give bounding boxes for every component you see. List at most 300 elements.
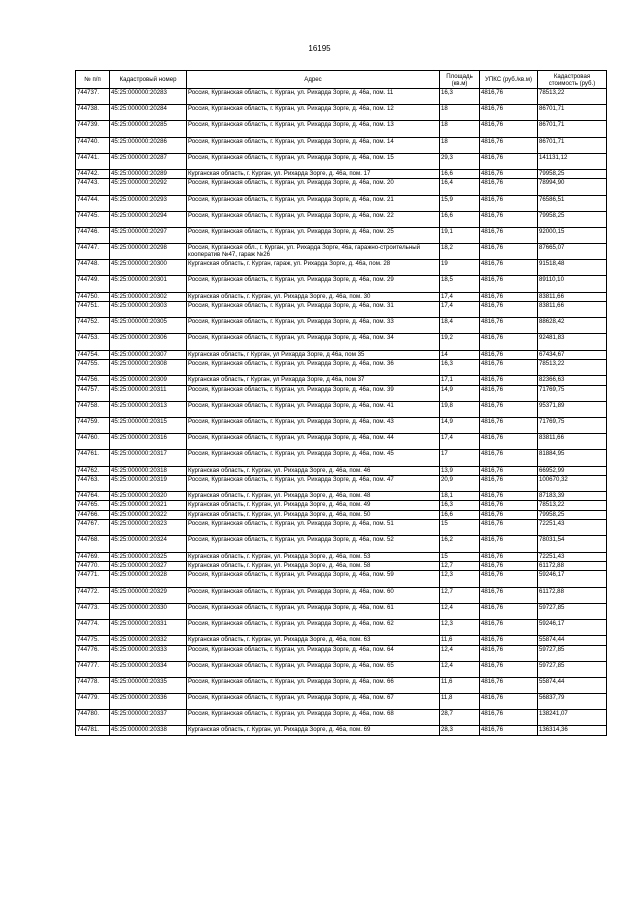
- cadastral-number-cell: 45:25:000000:20333: [110, 645, 187, 661]
- table-row: [76, 417, 607, 433]
- cadastral-number-cell: 45:25:000000:20301: [110, 276, 187, 292]
- cadastral-number-cell: 45:25:000000:20337: [110, 710, 187, 726]
- area-cell: 12,4: [440, 661, 480, 677]
- row-number-cell: 744757.: [76, 385, 110, 401]
- row-number-cell: 744745.: [76, 211, 110, 227]
- area-cell: 20,9: [440, 475, 480, 491]
- row-number-cell: 744756.: [76, 376, 110, 385]
- address-cell: Россия, Курганская область, г. Курган, ул. Рихарда Зорге, д. 46а, пом. 59: [187, 571, 440, 587]
- table-row: [76, 260, 607, 276]
- address-cell: Россия, Курганская область, г. Курган, ул. Рихарда Зорге, д. 46а, пом. 43: [187, 417, 440, 433]
- cadastral-number-cell: 45:25:000000:20335: [110, 677, 187, 693]
- upks-cell: 4816,76: [480, 475, 538, 491]
- cadastral-cost-cell: 83811,66: [538, 292, 607, 301]
- row-number-cell: 744751.: [76, 302, 110, 318]
- page-number: 16195: [308, 44, 331, 53]
- row-number-cell: 744777.: [76, 661, 110, 677]
- cadastral-cost-cell: 78513,22: [538, 359, 607, 375]
- cadastral-cost-cell: 87665,07: [538, 244, 607, 260]
- upks-cell: 4816,76: [480, 466, 538, 475]
- upks-cell: 4816,76: [480, 89, 538, 105]
- table-row: [76, 195, 607, 211]
- table-row: [76, 276, 607, 292]
- cadastral-cost-cell: 72251,43: [538, 520, 607, 536]
- area-cell: 17,4: [440, 292, 480, 301]
- row-number-cell: 744769.: [76, 552, 110, 561]
- cadastral-number-cell: 45:25:000000:20289: [110, 169, 187, 178]
- row-number-cell: 744771.: [76, 571, 110, 587]
- address-cell: Курганская область, г. Курган, ул. Рихарда Зорге, д. 46а, пом. 58: [187, 562, 440, 571]
- table-row: [76, 359, 607, 375]
- area-cell: 17,1: [440, 376, 480, 385]
- cadastral-number-cell: 45:25:000000:20284: [110, 105, 187, 121]
- table-row: [76, 562, 607, 571]
- upks-cell: 4816,76: [480, 318, 538, 334]
- address-cell: Россия, Курганская область, г. Курган, ул. Рихарда Зорге, д. 46а, пом. 45: [187, 450, 440, 466]
- table-row: [76, 334, 607, 350]
- cadastral-cost-cell: 79958,25: [538, 169, 607, 178]
- cadastral-number-cell: 45:25:000000:20308: [110, 359, 187, 375]
- upks-cell: 4816,76: [480, 401, 538, 417]
- table-row: [76, 661, 607, 677]
- area-cell: 14,9: [440, 385, 480, 401]
- address-cell: Курганская область, г. Курган, ул. Рихарда Зорге, д. 46а, пом. 17: [187, 169, 440, 178]
- upks-cell: 4816,76: [480, 417, 538, 433]
- table-row: [76, 401, 607, 417]
- upks-cell: 4816,76: [480, 434, 538, 450]
- row-number-cell: 744738.: [76, 105, 110, 121]
- row-number-cell: 744737.: [76, 89, 110, 105]
- cadastral-number-cell: 45:25:000000:20309: [110, 376, 187, 385]
- cadastral-number-cell: 45:25:000000:20311: [110, 385, 187, 401]
- cadastral-number-cell: 45:25:000000:20283: [110, 89, 187, 105]
- upks-cell: 4816,76: [480, 153, 538, 169]
- row-number-cell: 744754.: [76, 350, 110, 359]
- address-cell: Россия, Курганская область, г. Курган, ул. Рихарда Зорге, д. 46а, пом. 61: [187, 603, 440, 619]
- row-number-cell: 744770.: [76, 562, 110, 571]
- upks-cell: 4816,76: [480, 636, 538, 645]
- upks-cell: 4816,76: [480, 552, 538, 561]
- cadastral-number-cell: 45:25:000000:20294: [110, 211, 187, 227]
- area-cell: 19: [440, 260, 480, 276]
- table-row: [76, 302, 607, 318]
- header-cadastral-number: Кадастровый номер: [110, 71, 187, 89]
- cadastral-cost-cell: 87183,39: [538, 492, 607, 501]
- upks-cell: 4816,76: [480, 105, 538, 121]
- cadastral-table: [75, 70, 607, 736]
- upks-cell: 4816,76: [480, 450, 538, 466]
- table-row: [76, 694, 607, 710]
- row-number-cell: 744773.: [76, 603, 110, 619]
- row-number-cell: 744746.: [76, 227, 110, 243]
- row-number-cell: 744767.: [76, 520, 110, 536]
- cadastral-number-cell: 45:25:000000:20317: [110, 450, 187, 466]
- row-number-cell: 744761.: [76, 450, 110, 466]
- row-number-cell: 744772.: [76, 587, 110, 603]
- table-row: [76, 121, 607, 137]
- table-row: [76, 292, 607, 301]
- address-cell: Курганская область, г Курган, ул Рихарда Зорге, д 46а, пом 35: [187, 350, 440, 359]
- cadastral-cost-cell: 78513,22: [538, 89, 607, 105]
- upks-cell: 4816,76: [480, 211, 538, 227]
- upks-cell: 4816,76: [480, 137, 538, 153]
- area-cell: 13,9: [440, 466, 480, 475]
- table-row: [76, 179, 607, 195]
- cadastral-cost-cell: 59246,17: [538, 571, 607, 587]
- cadastral-number-cell: 45:25:000000:20319: [110, 475, 187, 491]
- area-cell: 16,3: [440, 501, 480, 510]
- row-number-cell: 744742.: [76, 169, 110, 178]
- row-number-cell: 744780.: [76, 710, 110, 726]
- address-cell: Россия, Курганская область, г. Курган, ул. Рихарда Зорге, д. 46а, пом. 62: [187, 619, 440, 635]
- area-cell: 11,6: [440, 636, 480, 645]
- row-number-cell: 744760.: [76, 434, 110, 450]
- upks-cell: 4816,76: [480, 726, 538, 735]
- table-row: [76, 153, 607, 169]
- cadastral-number-cell: 45:25:000000:20315: [110, 417, 187, 433]
- cadastral-cost-cell: 83811,66: [538, 302, 607, 318]
- cadastral-cost-cell: 59246,17: [538, 619, 607, 635]
- address-cell: Россия, Курганская область, г. Курган, ул. Рихарда Зорге, д. 46а, пом. 68: [187, 710, 440, 726]
- table-row: [76, 536, 607, 552]
- cadastral-number-cell: 45:25:000000:20303: [110, 302, 187, 318]
- cadastral-cost-cell: 136314,36: [538, 726, 607, 735]
- area-cell: 11,6: [440, 677, 480, 693]
- area-cell: 16,4: [440, 179, 480, 195]
- upks-cell: 4816,76: [480, 292, 538, 301]
- upks-cell: 4816,76: [480, 359, 538, 375]
- area-cell: 16,2: [440, 536, 480, 552]
- address-cell: Курганская область, г. Курган, ул. Рихарда Зорге, д. 46а, пом. 53: [187, 552, 440, 561]
- cadastral-cost-cell: 79958,25: [538, 211, 607, 227]
- address-cell: Курганская область, г. Курган, ул. Рихарда Зорге, д. 46а, пом. 49: [187, 501, 440, 510]
- cadastral-cost-cell: 55874,44: [538, 677, 607, 693]
- cadastral-number-cell: 45:25:000000:20292: [110, 179, 187, 195]
- table-row: [76, 552, 607, 561]
- row-number-cell: 744759.: [76, 417, 110, 433]
- cadastral-number-cell: 45:25:000000:20305: [110, 318, 187, 334]
- row-number-cell: 744744.: [76, 195, 110, 211]
- area-cell: 18: [440, 121, 480, 137]
- upks-cell: 4816,76: [480, 603, 538, 619]
- cadastral-number-cell: 45:25:000000:20306: [110, 334, 187, 350]
- table-row: [76, 726, 607, 735]
- area-cell: 17: [440, 450, 480, 466]
- area-cell: 28,7: [440, 710, 480, 726]
- upks-cell: 4816,76: [480, 510, 538, 519]
- row-number-cell: 744765.: [76, 501, 110, 510]
- upks-cell: 4816,76: [480, 501, 538, 510]
- cadastral-number-cell: 45:25:000000:20330: [110, 603, 187, 619]
- table-row: [76, 434, 607, 450]
- cadastral-number-cell: 45:25:000000:20321: [110, 501, 187, 510]
- upks-cell: 4816,76: [480, 179, 538, 195]
- upks-cell: 4816,76: [480, 661, 538, 677]
- cadastral-cost-cell: 83811,66: [538, 434, 607, 450]
- table-row: [76, 571, 607, 587]
- address-cell: Россия, Курганская область, г. Курган, ул. Рихарда Зорге, д. 46а, пом. 13: [187, 121, 440, 137]
- cadastral-number-cell: 45:25:000000:20285: [110, 121, 187, 137]
- address-cell: Россия, Курганская область, г. Курган, ул. Рихарда Зорге, д. 46а, пом. 34: [187, 334, 440, 350]
- header-address: Адрес: [187, 71, 440, 89]
- cadastral-cost-cell: 82366,63: [538, 376, 607, 385]
- cadastral-number-cell: 45:25:000000:20293: [110, 195, 187, 211]
- area-cell: 16,6: [440, 169, 480, 178]
- cadastral-cost-cell: 78994,90: [538, 179, 607, 195]
- upks-cell: 4816,76: [480, 195, 538, 211]
- cadastral-number-cell: 45:25:000000:20320: [110, 492, 187, 501]
- area-cell: 12,4: [440, 603, 480, 619]
- cadastral-number-cell: 45:25:000000:20307: [110, 350, 187, 359]
- table-header-row: [76, 71, 607, 89]
- cadastral-number-cell: 45:25:000000:20286: [110, 137, 187, 153]
- cadastral-number-cell: 45:25:000000:20302: [110, 292, 187, 301]
- row-number-cell: 744764.: [76, 492, 110, 501]
- address-cell: Россия, Курганская область, г. Курган, ул. Рихарда Зорге, д. 46а, пом. 60: [187, 587, 440, 603]
- address-cell: Россия, Курганская область, г. Курган, ул. Рихарда Зорге, д. 46а, пом. 67: [187, 694, 440, 710]
- address-cell: Россия, Курганская область, г. Курган, ул. Рихарда Зорге, д. 46а, пом. 44: [187, 434, 440, 450]
- area-cell: 19,2: [440, 334, 480, 350]
- row-number-cell: 744776.: [76, 645, 110, 661]
- header-number: № п/п: [76, 71, 110, 89]
- table-row: [76, 244, 607, 260]
- cadastral-number-cell: 45:25:000000:20338: [110, 726, 187, 735]
- row-number-cell: 744748.: [76, 260, 110, 276]
- upks-cell: 4816,76: [480, 350, 538, 359]
- area-cell: 11,8: [440, 694, 480, 710]
- area-cell: 15: [440, 520, 480, 536]
- cadastral-cost-cell: 55874,44: [538, 636, 607, 645]
- address-cell: Россия, Курганская область, г. Курган, ул. Рихарда Зорге, д. 46а, пом. 33: [187, 318, 440, 334]
- cadastral-cost-cell: 88628,42: [538, 318, 607, 334]
- cadastral-number-cell: 45:25:000000:20323: [110, 520, 187, 536]
- address-cell: Россия, Курганская область, г. Курган, ул. Рихарда Зорге, д. 46а, пом. 36: [187, 359, 440, 375]
- address-cell: Россия, Курганская область, г. Курган, ул. Рихарда Зорге, д. 46а, пом. 21: [187, 195, 440, 211]
- cadastral-cost-cell: 59727,85: [538, 645, 607, 661]
- address-cell: Россия, Курганская область, г. Курган, ул. Рихарда Зорге, д. 46а, пом. 20: [187, 179, 440, 195]
- address-cell: Курганская область, г. Курган, ул. Рихарда Зорге, д. 46а, пом. 46: [187, 466, 440, 475]
- cadastral-number-cell: 45:25:000000:20327: [110, 562, 187, 571]
- cadastral-number-cell: 45:25:000000:20318: [110, 466, 187, 475]
- cadastral-number-cell: 45:25:000000:20334: [110, 661, 187, 677]
- upks-cell: 4816,76: [480, 385, 538, 401]
- row-number-cell: 744778.: [76, 677, 110, 693]
- table-row: [76, 501, 607, 510]
- cadastral-number-cell: 45:25:000000:20300: [110, 260, 187, 276]
- table-row: [76, 510, 607, 519]
- area-cell: 18: [440, 105, 480, 121]
- upks-cell: 4816,76: [480, 587, 538, 603]
- upks-cell: 4816,76: [480, 536, 538, 552]
- cadastral-cost-cell: 66952,99: [538, 466, 607, 475]
- area-cell: 17,4: [440, 302, 480, 318]
- cadastral-cost-cell: 59727,85: [538, 661, 607, 677]
- address-cell: Россия, Курганская область, г. Курган, ул. Рихарда Зорге, д. 46а, пом. 25: [187, 227, 440, 243]
- upks-cell: 4816,76: [480, 645, 538, 661]
- table-row: [76, 318, 607, 334]
- table-row: [76, 492, 607, 501]
- cadastral-number-cell: 45:25:000000:20313: [110, 401, 187, 417]
- cadastral-cost-cell: 92481,83: [538, 334, 607, 350]
- table-row: [76, 227, 607, 243]
- area-cell: 19,1: [440, 227, 480, 243]
- row-number-cell: 744743.: [76, 179, 110, 195]
- area-cell: 12,3: [440, 619, 480, 635]
- address-cell: Курганская область, г. Курган, гараж, ул. Рихарда Зорге, д. 46а, пом. 28: [187, 260, 440, 276]
- cadastral-cost-cell: 86701,71: [538, 137, 607, 153]
- table-row: [76, 137, 607, 153]
- address-cell: Россия, Курганская область, г. Курган, ул. Рихарда Зорге, д. 46а, пом. 41: [187, 401, 440, 417]
- area-cell: 14: [440, 350, 480, 359]
- upks-cell: 4816,76: [480, 334, 538, 350]
- row-number-cell: 744747.: [76, 244, 110, 260]
- cadastral-cost-cell: 76586,51: [538, 195, 607, 211]
- cadastral-cost-cell: 91518,48: [538, 260, 607, 276]
- upks-cell: 4816,76: [480, 244, 538, 260]
- row-number-cell: 744774.: [76, 619, 110, 635]
- table-row: [76, 677, 607, 693]
- upks-cell: 4816,76: [480, 227, 538, 243]
- row-number-cell: 744740.: [76, 137, 110, 153]
- address-cell: Россия, Курганская область, г. Курган, ул. Рихарда Зорге, д. 46а, пом. 15: [187, 153, 440, 169]
- cadastral-number-cell: 45:25:000000:20322: [110, 510, 187, 519]
- table-row: [76, 520, 607, 536]
- upks-cell: 4816,76: [480, 710, 538, 726]
- address-cell: Курганская область, г. Курган, ул. Рихарда Зорге, д. 46а, пом. 69: [187, 726, 440, 735]
- row-number-cell: 744758.: [76, 401, 110, 417]
- cadastral-number-cell: 45:25:000000:20332: [110, 636, 187, 645]
- row-number-cell: 744762.: [76, 466, 110, 475]
- address-cell: Россия, Курганская область, г. Курган, ул. Рихарда Зорге, д. 46а, пом. 47: [187, 475, 440, 491]
- table-row: [76, 169, 607, 178]
- upks-cell: 4816,76: [480, 562, 538, 571]
- address-cell: Россия, Курганская область, г. Курган, ул. Рихарда Зорге, д. 46а, пом. 14: [187, 137, 440, 153]
- address-cell: Россия, Курганская область, г. Курган, ул. Рихарда Зорге, д. 46а, пом. 11: [187, 89, 440, 105]
- cadastral-number-cell: 45:25:000000:20287: [110, 153, 187, 169]
- address-cell: Россия, Курганская область, г. Курган, ул. Рихарда Зорге, д. 46а, пом. 22: [187, 211, 440, 227]
- address-cell: Россия, Курганская область, г. Курган, ул. Рихарда Зорге, д. 46а, пом. 12: [187, 105, 440, 121]
- address-cell: Россия, Курганская область, г. Курган, ул. Рихарда Зорге, д. 46а, пом. 65: [187, 661, 440, 677]
- table-row: [76, 350, 607, 359]
- address-cell: Курганская область, г. Курган, ул. Рихарда Зорге, д. 46а, пом. 50: [187, 510, 440, 519]
- cadastral-number-cell: 45:25:000000:20336: [110, 694, 187, 710]
- row-number-cell: 744755.: [76, 359, 110, 375]
- cadastral-number-cell: 45:25:000000:20324: [110, 536, 187, 552]
- address-cell: Курганская область, г Курган, ул Рихарда Зорге, д 46а, пом 37: [187, 376, 440, 385]
- table-row: [76, 587, 607, 603]
- table-row: [76, 450, 607, 466]
- upks-cell: 4816,76: [480, 121, 538, 137]
- cadastral-cost-cell: 59727,85: [538, 603, 607, 619]
- address-cell: Россия, Курганская область, г. Курган, ул. Рихарда Зорге, д. 46а, пом. 29: [187, 276, 440, 292]
- cadastral-cost-cell: 78031,54: [538, 536, 607, 552]
- upks-cell: 4816,76: [480, 169, 538, 178]
- cadastral-number-cell: 45:25:000000:20297: [110, 227, 187, 243]
- cadastral-number-cell: 45:25:000000:20316: [110, 434, 187, 450]
- address-cell: Россия, Курганская область, г. Курган, ул. Рихарда Зорге, д. 46а, пом. 51: [187, 520, 440, 536]
- cadastral-cost-cell: 81884,95: [538, 450, 607, 466]
- area-cell: 12,7: [440, 587, 480, 603]
- area-cell: 18,2: [440, 244, 480, 260]
- cadastral-cost-cell: 141131,12: [538, 153, 607, 169]
- cadastral-cost-cell: 61172,88: [538, 562, 607, 571]
- row-number-cell: 744752.: [76, 318, 110, 334]
- cadastral-cost-cell: 78513,22: [538, 501, 607, 510]
- address-cell: Россия, Курганская область, г. Курган, ул. Рихарда Зорге, д. 46а, пом. 31: [187, 302, 440, 318]
- cadastral-cost-cell: 61172,88: [538, 587, 607, 603]
- area-cell: 12,7: [440, 562, 480, 571]
- row-number-cell: 744766.: [76, 510, 110, 519]
- cadastral-number-cell: 45:25:000000:20328: [110, 571, 187, 587]
- table-row: [76, 645, 607, 661]
- row-number-cell: 744768.: [76, 536, 110, 552]
- upks-cell: 4816,76: [480, 302, 538, 318]
- address-cell: Россия, Курганская обл., г. Курган, ул. Рихарда Зорге, 46а, гаражно-строительный кооператив №47, гараж №26: [187, 244, 440, 260]
- table-row: [76, 89, 607, 105]
- header-area: Площадь (кв.м): [440, 71, 480, 89]
- area-cell: 28,3: [440, 726, 480, 735]
- upks-cell: 4816,76: [480, 260, 538, 276]
- row-number-cell: 744779.: [76, 694, 110, 710]
- cadastral-number-cell: 45:25:000000:20298: [110, 244, 187, 260]
- cadastral-cost-cell: 86701,71: [538, 105, 607, 121]
- area-cell: 18,4: [440, 318, 480, 334]
- area-cell: 19,8: [440, 401, 480, 417]
- row-number-cell: 744749.: [76, 276, 110, 292]
- area-cell: 12,4: [440, 645, 480, 661]
- address-cell: Курганская область, г. Курган, ул. Рихарда Зорге, д. 46а, пом. 48: [187, 492, 440, 501]
- cadastral-cost-cell: 67434,67: [538, 350, 607, 359]
- area-cell: 15: [440, 552, 480, 561]
- cadastral-cost-cell: 56837,79: [538, 694, 607, 710]
- table-row: [76, 376, 607, 385]
- area-cell: 16,3: [440, 359, 480, 375]
- row-number-cell: 744775.: [76, 636, 110, 645]
- header-cadastral-cost: Кадастровая стоимость (руб.): [538, 71, 607, 89]
- area-cell: 29,3: [440, 153, 480, 169]
- row-number-cell: 744750.: [76, 292, 110, 301]
- upks-cell: 4816,76: [480, 492, 538, 501]
- address-cell: Курганская область, г. Курган, ул. Рихарда Зорге, д. 46а, пом. 63: [187, 636, 440, 645]
- table-row: [76, 475, 607, 491]
- area-cell: 18,1: [440, 492, 480, 501]
- address-cell: Россия, Курганская область, г. Курган, ул. Рихарда Зорге, д. 46а, пом. 52: [187, 536, 440, 552]
- upks-cell: 4816,76: [480, 619, 538, 635]
- upks-cell: 4816,76: [480, 520, 538, 536]
- area-cell: 18: [440, 137, 480, 153]
- area-cell: 16,6: [440, 510, 480, 519]
- upks-cell: 4816,76: [480, 694, 538, 710]
- cadastral-cost-cell: 89110,10: [538, 276, 607, 292]
- cadastral-cost-cell: 72251,43: [538, 552, 607, 561]
- table-row: [76, 211, 607, 227]
- table-row: [76, 105, 607, 121]
- table-row: [76, 466, 607, 475]
- area-cell: 16,6: [440, 211, 480, 227]
- cadastral-number-cell: 45:25:000000:20331: [110, 619, 187, 635]
- row-number-cell: 744741.: [76, 153, 110, 169]
- address-cell: Россия, Курганская область, г. Курган, ул. Рихарда Зорге, д. 46а, пом. 64: [187, 645, 440, 661]
- area-cell: 17,4: [440, 434, 480, 450]
- table-row: [76, 619, 607, 635]
- table-row: [76, 603, 607, 619]
- area-cell: 18,5: [440, 276, 480, 292]
- row-number-cell: 744763.: [76, 475, 110, 491]
- upks-cell: 4816,76: [480, 677, 538, 693]
- address-cell: Россия, Курганская область, г. Курган, ул. Рихарда Зорге, д. 46а, пом. 39: [187, 385, 440, 401]
- cadastral-cost-cell: 71769,75: [538, 385, 607, 401]
- upks-cell: 4816,76: [480, 276, 538, 292]
